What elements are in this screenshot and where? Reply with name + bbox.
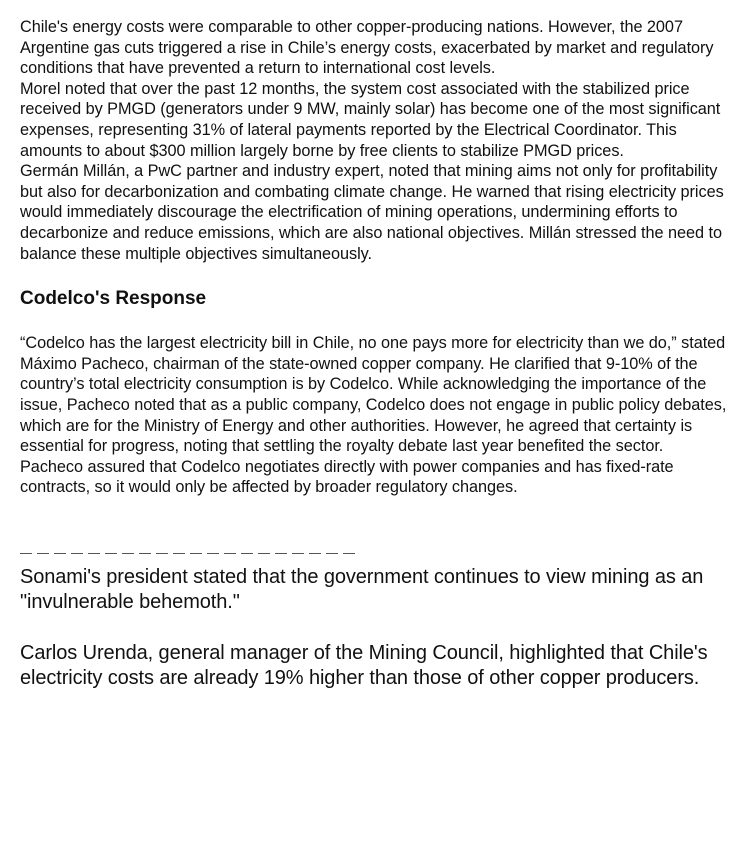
section-heading-codelco: Codelco's Response (20, 288, 207, 310)
dash-segment (258, 553, 270, 555)
paragraph-energy-costs: Chile's energy costs were comparable to other copper-producing nations. However, the 2007 Argentine gas cuts triggered a rise in Chile’s energy costs, exacerbated by market and regulatory conditions that have prevented a return to international cost levels. (20, 18, 714, 78)
dash-segment (105, 553, 117, 555)
dash-row (20, 553, 360, 555)
dash-segment (71, 553, 83, 555)
dash-segment (292, 553, 304, 555)
highlight-sonami: Sonami's president stated that the government continues to view mining as an "invulnerable behemoth." (20, 565, 704, 614)
dash-segment (156, 553, 168, 555)
dash-segment (326, 553, 338, 555)
dash-segment (275, 553, 287, 555)
dash-segment (37, 553, 49, 555)
dash-segment (241, 553, 253, 555)
dash-segment (88, 553, 100, 555)
dash-segment (190, 553, 202, 555)
highlight-urenda: Carlos Urenda, general manager of the Mining Council, highlighted that Chile's electricity costs are already 19% higher than those of other copper producers. (20, 641, 708, 690)
dashed-divider (20, 548, 730, 562)
dash-segment (207, 553, 219, 555)
paragraph-codelco-response: “Codelco has the largest electricity bill in Chile, no one pays more for electricity than we do,” stated Máximo Pacheco, chairman of the state-owned copper company. He clarified that 9-10% of the country’s total electricity consumption is by Codelco. While acknowledging the importance of the issue, Pacheco noted that as a public company, Codelco does not engage in public policy debates, which are for the Ministry of Energy and other authorities. However, he agreed that certainty is essential for progress, noting that settling the royalty debate last year benefited the sector. Pacheco assured that Codelco negotiates directly with power companies and has fixed-rate contracts, so it would only be affected by broader regulatory changes. (20, 334, 727, 497)
dash-segment (54, 553, 66, 555)
dash-segment (309, 553, 321, 555)
paragraph-pmgd-costs: Morel noted that over the past 12 months, the system cost associated with the stabilized price received by PMGD (generators under 9 MW, mainly solar) has become one of the most significant expenses, representing 31% of lateral payments reported by the Electrical Coordinator. This amounts to about $300 million largely borne by free clients to stabilize PMGD prices. (20, 79, 721, 160)
dash-segment (20, 553, 32, 555)
paragraph-millan-quote: Germán Millán, a PwC partner and industry expert, noted that mining aims not only for profitability but also for decarbonization and combating climate change. He warned that rising electricity prices would immediately discourage the electrification of mining operations, undermining efforts to decarbonize and reduce emissions, which are also national objectives. Millán stressed the need to balance these multiple objectives simultaneously. (20, 162, 724, 263)
dash-segment (343, 553, 355, 555)
dash-segment (139, 553, 151, 555)
dash-segment (173, 553, 185, 555)
dash-segment (224, 553, 236, 555)
dash-segment (122, 553, 134, 555)
